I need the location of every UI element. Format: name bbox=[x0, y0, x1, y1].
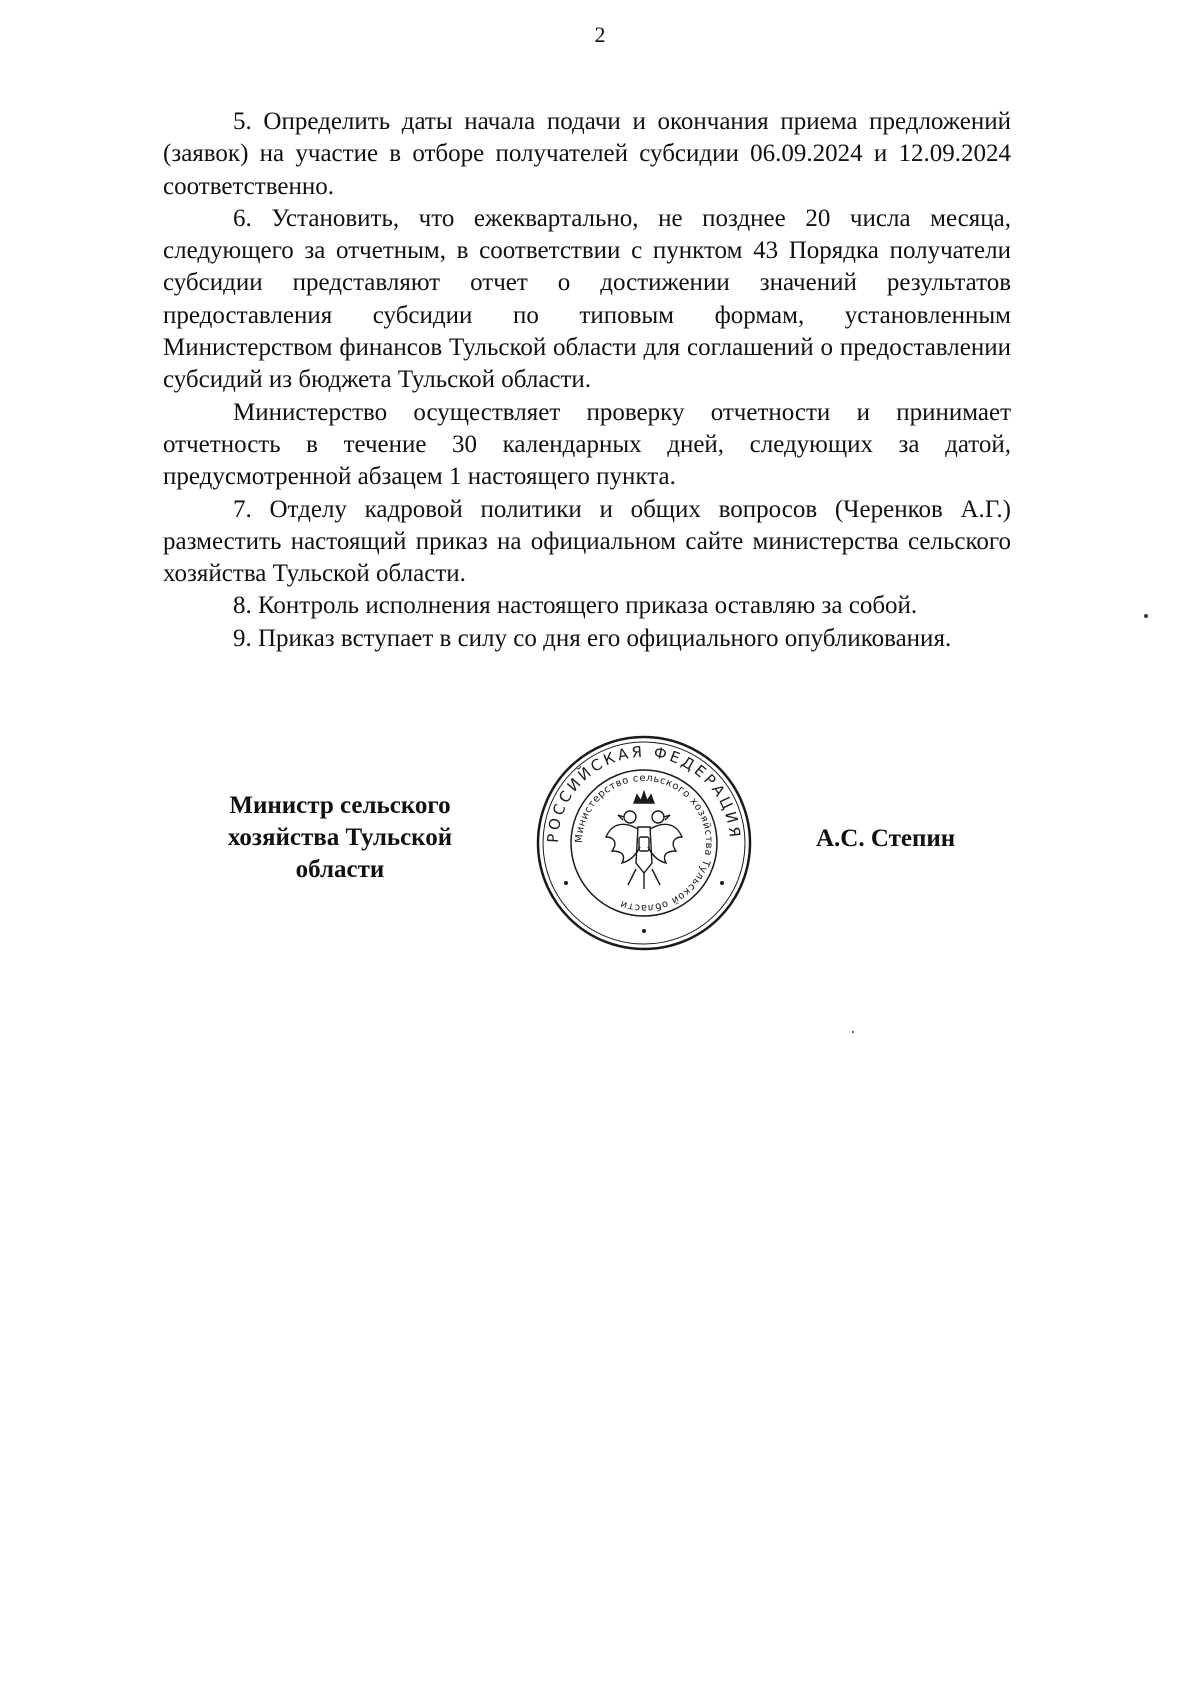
paragraph-item-9: 9. Приказ вступает в силу со дня его официального опубликования. bbox=[233, 624, 952, 652]
signer-name: А.С. Степин bbox=[816, 825, 956, 852]
paragraph-item-6: 6. Установить, что ежеквартально, не позднее 20 числа месяца, следующего за отчетным, в соответствии с пунктом 43 Порядка получатели субсидии представляют отчет о достижении значений результатов предоставления субсидии по типовым формам, установленным Министерством финансов Тульской области для соглашений о предоставлении субсидий из бюджета Тульской области. bbox=[163, 204, 1011, 394]
paragraph-item-8: 8. Контроль исполнения настоящего приказа оставляю за собой. bbox=[233, 592, 918, 620]
document-body bbox=[163, 106, 1011, 655]
paragraph-item-5: 5. Определить даты начала подачи и окончания приема предложений (заявок) на участие в отборе получателей субсидии 06.09.2024 и 12.09.2024 соответственно. bbox=[163, 108, 1011, 200]
paragraph-item-7: 7. Отделу кадровой политики и общих вопросов (Черенков А.Г.) разместить настоящий приказ на официальном сайте министерства сельского хозяйства Тульской области. bbox=[163, 495, 1011, 588]
signer-position-line: Министр сельского bbox=[229, 792, 451, 819]
scan-artifact bbox=[1144, 614, 1148, 618]
official-seal-stamp bbox=[534, 733, 754, 953]
signer-position-line: области bbox=[295, 856, 385, 883]
eagle-emblem-icon bbox=[606, 792, 682, 889]
signer-position-line: хозяйства Тульской bbox=[227, 824, 453, 851]
paragraph-item-6-continued: Министерство осуществляет проверку отчетности и принимает отчетность в течение 30 календарных дней, следующих за датой, предусмотренной абзацем 1 настоящего пункта. bbox=[163, 398, 1011, 491]
seal-inner-text: Министерство сельского хозяйства Тульской области bbox=[573, 772, 715, 914]
seal-outer-text: РОССИЙСКАЯ ФЕДЕРАЦИЯ bbox=[543, 742, 745, 844]
scan-artifact bbox=[852, 1031, 854, 1033]
signer-position bbox=[190, 790, 490, 886]
page-number: 2 bbox=[594, 22, 606, 47]
